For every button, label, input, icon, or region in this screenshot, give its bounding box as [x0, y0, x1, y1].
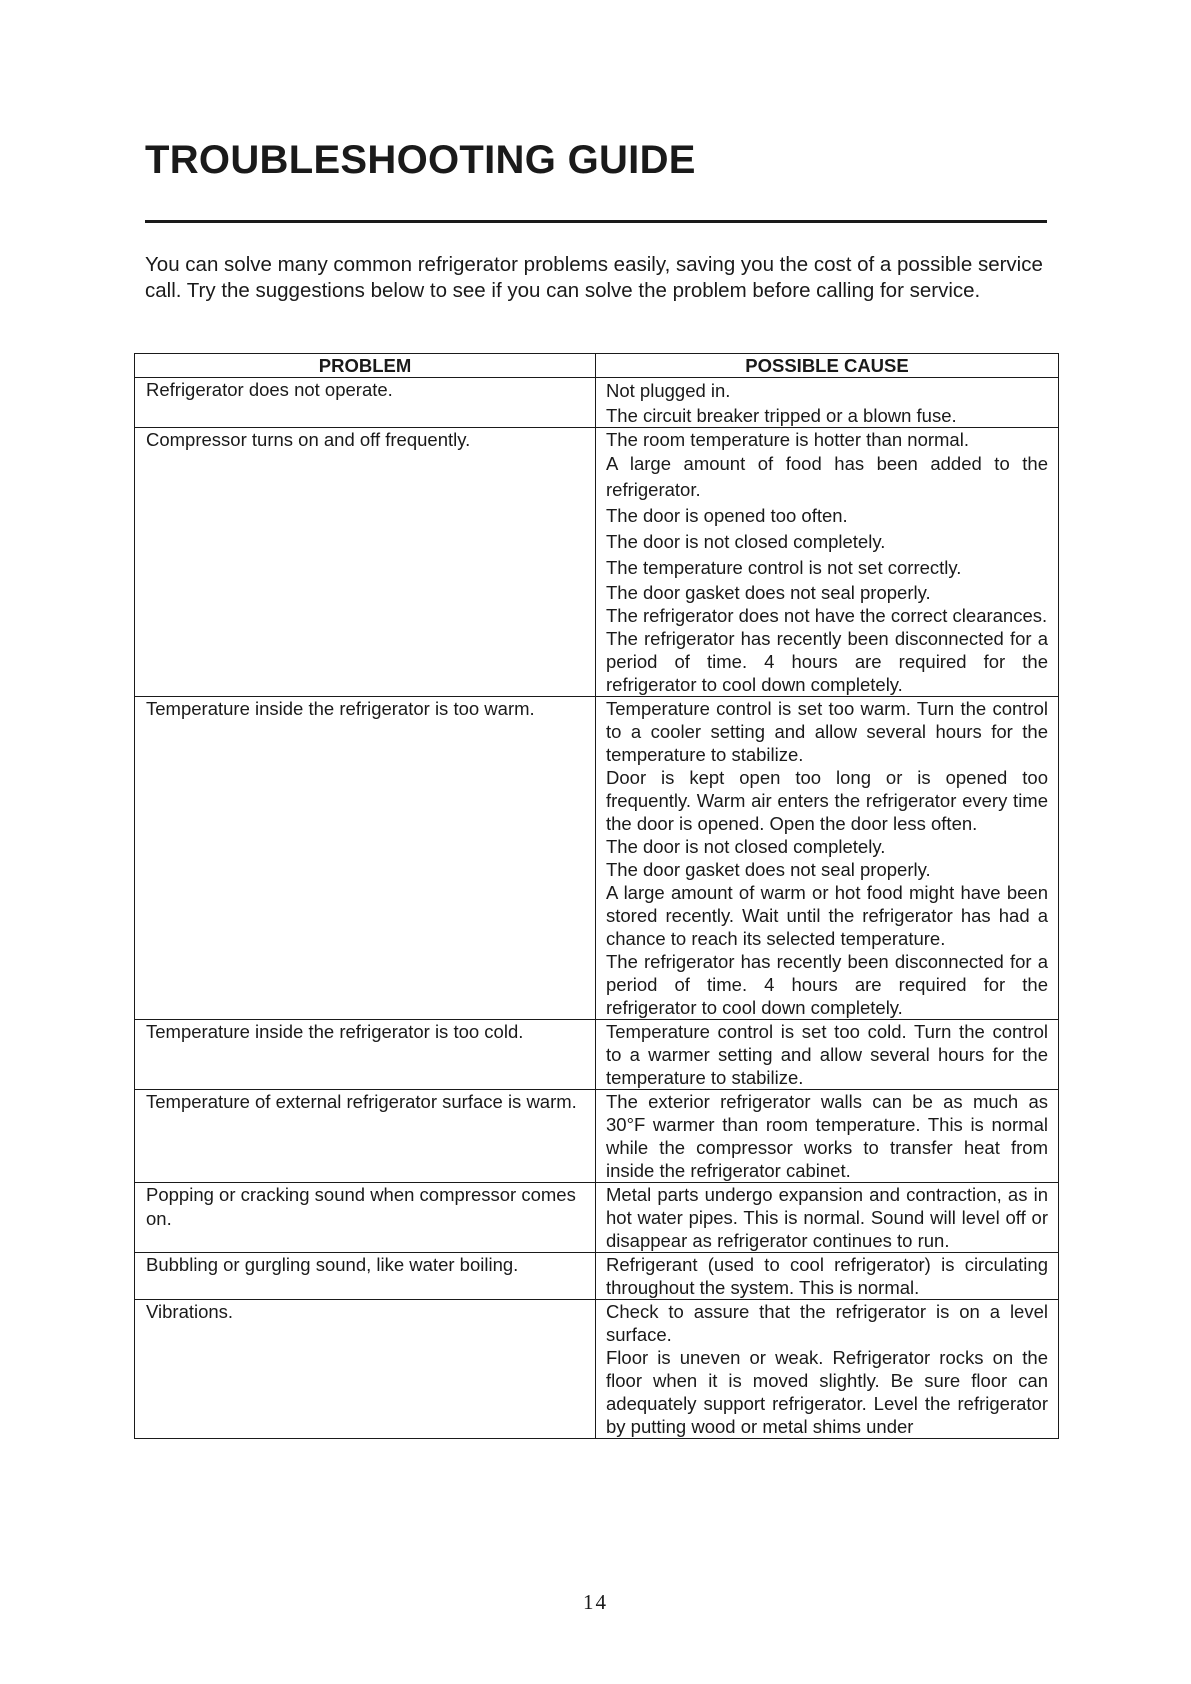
cause-cell: [596, 1300, 1059, 1439]
table-row: [135, 1253, 1059, 1300]
problem-cell: Temperature inside the refrigerator is too cold.: [135, 1020, 596, 1090]
table-header-row: [135, 354, 1059, 378]
problem-cell: Compressor turns on and off frequently.: [135, 428, 596, 697]
table-row: [135, 1300, 1059, 1439]
troubleshooting-table: [134, 353, 1059, 1439]
cause-cell: [596, 1020, 1059, 1090]
intro-paragraph: You can solve many common refrigerator problems easily, saving you the cost of a possible service call. Try the suggestions below to see if you can solve the problem before calling for service.: [145, 253, 1043, 302]
cause-item: The door is opened too often.: [606, 505, 848, 526]
cause-cell: [596, 697, 1059, 1020]
cause-cell: [596, 378, 1059, 428]
cause-item: Check to assure that the refrigerator is on a level surface.: [606, 1301, 1048, 1345]
cause-item: The room temperature is hotter than normal.: [606, 429, 969, 450]
cause-cell: [596, 1090, 1059, 1183]
page-title: TROUBLESHOOTING GUIDE: [145, 138, 696, 182]
table-row: [135, 1183, 1059, 1253]
cause-item: Not plugged in.: [606, 380, 731, 401]
cause-item: Refrigerant (used to cool refrigerator) is circulating throughout the system. This is normal.: [606, 1254, 1048, 1298]
problem-cell: Temperature inside the refrigerator is too warm.: [135, 697, 596, 1020]
cause-item: Door is kept open too long or is opened too frequently. Warm air enters the refrigerator every time the door is opened. Open the door less often.: [606, 767, 1048, 834]
cause-item: The refrigerator does not have the correct clearances.: [606, 605, 1048, 626]
page-number: 14: [583, 1590, 608, 1614]
cause-item: The circuit breaker tripped or a blown fuse.: [606, 405, 957, 426]
problem-cell: Refrigerator does not operate.: [135, 378, 596, 428]
problem-cell: Temperature of external refrigerator surface is warm.: [135, 1090, 596, 1183]
cause-item: A large amount of warm or hot food might have been stored recently. Wait until the refrigerator has had a chance to reach its selected temperature.: [606, 882, 1048, 949]
cause-item: A large amount of food has been added to the refrigerator.: [606, 453, 1048, 500]
problem-cell: Popping or cracking sound when compressor comes on.: [135, 1183, 596, 1253]
cause-item: The exterior refrigerator walls can be as much as 30°F warmer than room temperature. This is normal while the compressor works to transfer heat from inside the refrigerator cabinet.: [606, 1091, 1048, 1181]
header-possible-cause: POSSIBLE CAUSE: [596, 354, 1059, 378]
title-divider: [145, 220, 1047, 223]
cause-item: The refrigerator has recently been disconnected for a period of time. 4 hours are required for the refrigerator to cool down completely.: [606, 628, 1048, 695]
header-problem: PROBLEM: [135, 354, 596, 378]
problem-cell: Vibrations.: [135, 1300, 596, 1439]
cause-item: Metal parts undergo expansion and contraction, as in hot water pipes. This is normal. Sound will level off or disappear as refrigerator continues to run.: [606, 1184, 1048, 1251]
table-row: [135, 378, 1059, 428]
cause-item: Temperature control is set too warm. Turn the control to a cooler setting and allow several hours for the temperature to stabilize.: [606, 698, 1048, 765]
table-row: [135, 1020, 1059, 1090]
table-row: [135, 1090, 1059, 1183]
problem-cell: Bubbling or gurgling sound, like water boiling.: [135, 1253, 596, 1300]
cause-item: The temperature control is not set correctly.: [606, 557, 962, 578]
cause-item: The door is not closed completely.: [606, 836, 886, 857]
cause-item: The door gasket does not seal properly.: [606, 582, 931, 603]
table-row: [135, 428, 1059, 697]
cause-cell: [596, 1183, 1059, 1253]
cause-cell: [596, 428, 1059, 697]
cause-item: The door gasket does not seal properly.: [606, 859, 931, 880]
cause-item: The door is not closed completely.: [606, 531, 886, 552]
cause-cell: [596, 1253, 1059, 1300]
cause-item: Floor is uneven or weak. Refrigerator rocks on the floor when it is moved slightly. Be sure floor can adequately support refrigerator. Level the refrigerator by putting wood or metal shims under: [606, 1347, 1048, 1437]
cause-item: The refrigerator has recently been disconnected for a period of time. 4 hours are required for the refrigerator to cool down completely.: [606, 951, 1048, 1018]
cause-item: Temperature control is set too cold. Turn the control to a warmer setting and allow several hours for the temperature to stabilize.: [606, 1021, 1048, 1088]
table-row: [135, 697, 1059, 1020]
